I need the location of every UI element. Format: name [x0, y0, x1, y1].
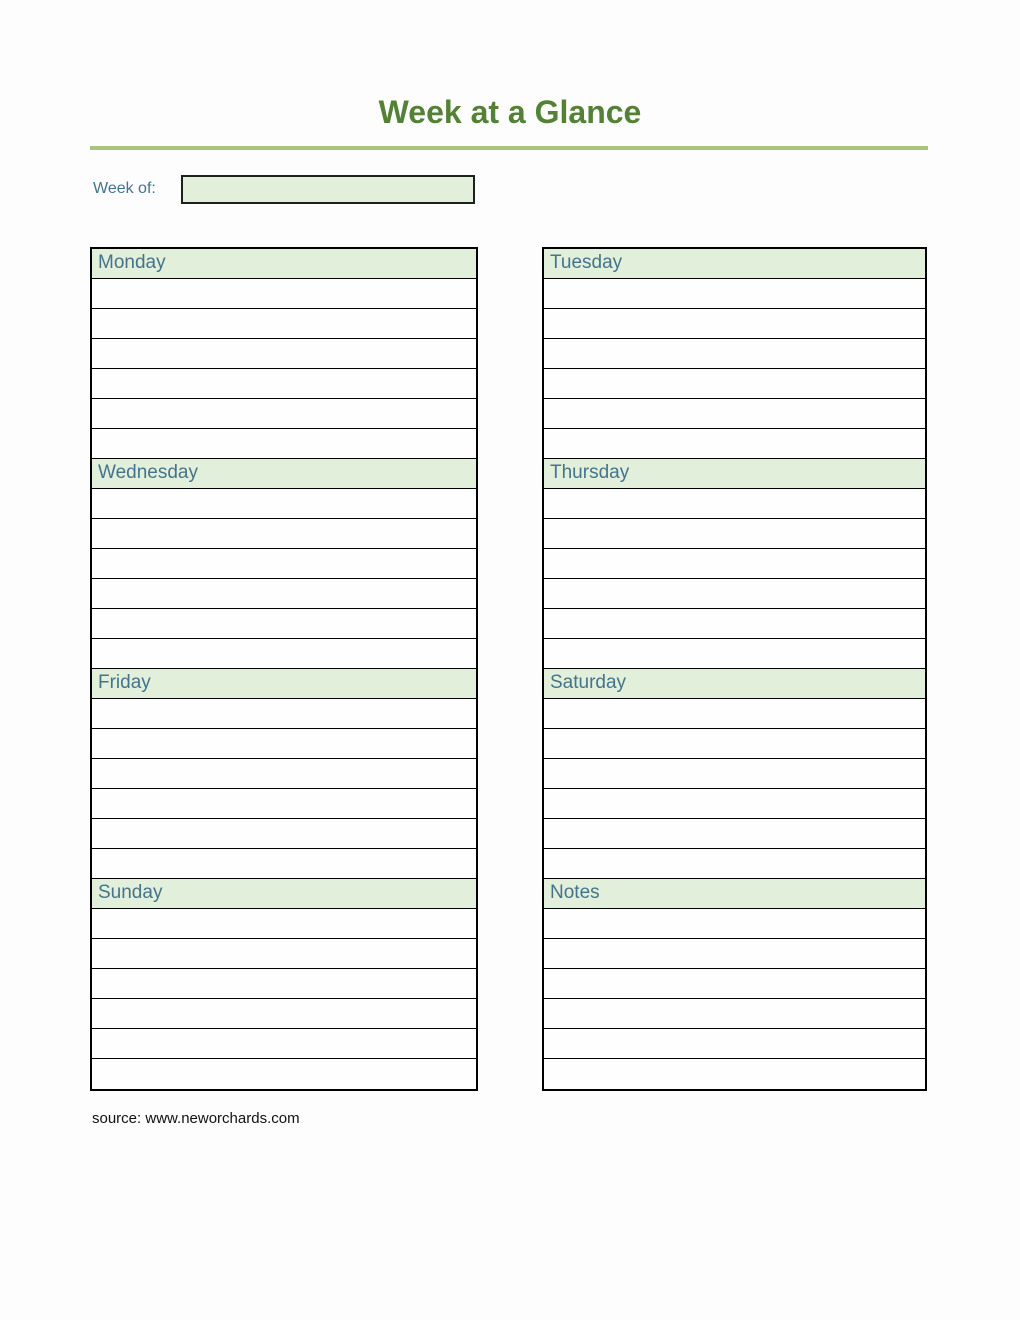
entry-line	[544, 699, 925, 729]
entry-line	[544, 279, 925, 309]
title-divider-rule	[90, 146, 928, 150]
entry-line	[544, 489, 925, 519]
entry-line	[92, 369, 476, 399]
entry-line	[544, 909, 925, 939]
entry-line	[92, 999, 476, 1029]
entry-line	[92, 849, 476, 879]
entry-line	[544, 789, 925, 819]
day-header-saturday: Saturday	[544, 669, 925, 699]
entry-line	[544, 339, 925, 369]
entry-line	[544, 429, 925, 459]
entry-line	[544, 969, 925, 999]
planner-column-right	[542, 247, 927, 1091]
entry-line	[544, 519, 925, 549]
day-header-thursday: Thursday	[544, 459, 925, 489]
entry-line	[92, 489, 476, 519]
entry-line	[544, 639, 925, 669]
entry-line	[544, 399, 925, 429]
day-section-sunday	[92, 879, 476, 1089]
entry-line	[92, 609, 476, 639]
week-of-input[interactable]	[181, 175, 475, 204]
day-section-saturday	[544, 669, 925, 879]
entry-line	[92, 519, 476, 549]
entry-line	[544, 309, 925, 339]
entry-line	[544, 819, 925, 849]
day-header-sunday: Sunday	[92, 879, 476, 909]
entry-line	[92, 639, 476, 669]
day-section-friday	[92, 669, 476, 879]
entry-line	[92, 969, 476, 999]
source-text: source: www.neworchards.com	[92, 1110, 300, 1127]
entry-line	[92, 699, 476, 729]
planner-grid	[90, 247, 927, 1091]
planner-column-left	[90, 247, 478, 1091]
entry-line	[544, 939, 925, 969]
entry-line	[544, 759, 925, 789]
entry-line	[544, 999, 925, 1029]
day-header-wednesday: Wednesday	[92, 459, 476, 489]
day-header-friday: Friday	[92, 669, 476, 699]
entry-line	[92, 759, 476, 789]
entry-line	[92, 1029, 476, 1059]
entry-line	[544, 579, 925, 609]
day-header-monday: Monday	[92, 249, 476, 279]
entry-line	[544, 1059, 925, 1089]
entry-line	[92, 579, 476, 609]
week-of-row	[93, 174, 475, 204]
entry-line	[544, 849, 925, 879]
page-title: Week at a Glance	[378, 94, 642, 130]
day-section-wednesday	[92, 459, 476, 669]
entry-line	[92, 939, 476, 969]
entry-line	[92, 399, 476, 429]
entry-line	[92, 339, 476, 369]
entry-line	[544, 369, 925, 399]
day-header-tuesday: Tuesday	[544, 249, 925, 279]
entry-line	[544, 1029, 925, 1059]
day-section-thursday	[544, 459, 925, 669]
entry-line	[92, 279, 476, 309]
entry-line	[92, 549, 476, 579]
week-of-label: Week of:	[93, 180, 156, 197]
day-section-monday	[92, 249, 476, 459]
entry-line	[544, 549, 925, 579]
entry-line	[92, 729, 476, 759]
entry-line	[92, 429, 476, 459]
entry-line	[544, 729, 925, 759]
notes-header: Notes	[544, 879, 925, 909]
entry-line	[92, 819, 476, 849]
notes-section	[544, 879, 925, 1089]
entry-line	[92, 909, 476, 939]
entry-line	[544, 609, 925, 639]
entry-line	[92, 1059, 476, 1089]
entry-line	[92, 789, 476, 819]
day-section-tuesday	[544, 249, 925, 459]
entry-line	[92, 309, 476, 339]
